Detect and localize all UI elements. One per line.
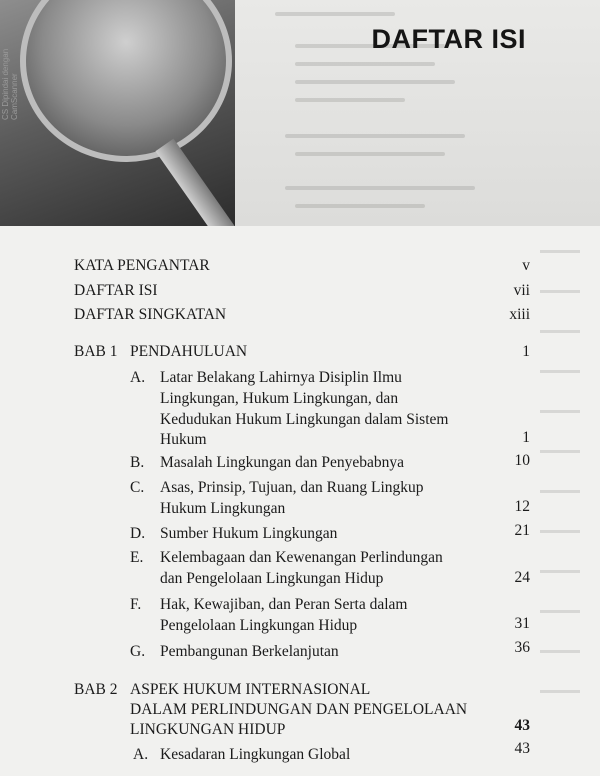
section-page: 10 [514,452,530,469]
section-letter: F. [130,596,142,613]
section-title: dan Pengelolaan Lingkungan Hidup [160,570,384,587]
toc-entry-title: DAFTAR SINGKATAN [74,306,227,323]
chapter-title: DALAM PERLINDUNGAN DAN PENGELOLAAN [130,701,468,718]
section-letter: E. [130,549,144,566]
section-title: Hukum [160,431,207,448]
section-title: Hak, Kewajiban, dan Peran Serta dalam [160,596,408,613]
section-title: Pembangunan Berkelanjutan [160,643,339,660]
section-letter: D. [130,525,146,542]
section-page: 12 [514,498,530,515]
section-letter: A. [130,369,146,386]
section-letter: B. [130,454,145,471]
section-title: Kedudukan Hukum Lingkungan dalam Sistem [160,411,449,428]
section-title: Kelembagaan dan Kewenangan Perlindungan [160,549,443,566]
section-page: 24 [514,569,530,586]
toc-entry-page: v [522,257,530,274]
section-page: 43 [514,740,530,757]
section-letter: C. [130,479,145,496]
chapter-page: 1 [522,343,530,360]
page-title: DAFTAR ISI [371,24,526,54]
scanner-watermark: CS Dipindai dengan CamScanner [1,48,19,120]
section-page: 31 [514,615,530,632]
toc-entry-page: vii [513,282,530,299]
section-page: 36 [514,639,530,656]
toc-entry-title: KATA PENGANTAR [74,257,210,274]
section-title: Latar Belakang Lahirnya Disiplin Ilmu [160,369,402,386]
section-title: Pengelolaan Lingkungan Hidup [160,617,358,634]
chapter-page: 43 [514,717,530,734]
section-title: Masalah Lingkungan dan Penyebabnya [160,454,405,471]
toc-entry-title: DAFTAR ISI [74,282,158,299]
chapter-label: BAB 1 [74,343,118,360]
toc-entry-page: xiii [509,306,530,323]
chapter-title: LINGKUNGAN HIDUP [130,721,286,738]
section-title: Hukum Lingkungan [160,500,286,517]
section-letter: G. [130,643,146,660]
section-title: Kesadaran Lingkungan Global [160,746,351,763]
section-page: 21 [514,522,530,539]
section-title: Lingkungan, Hukum Lingkungan, dan [160,390,399,407]
chapter-title: ASPEK HUKUM INTERNASIONAL [130,681,371,698]
section-letter: A. [133,746,149,763]
section-title: Sumber Hukum Lingkungan [160,525,338,542]
chapter-title: PENDAHULUAN [130,343,248,360]
section-title: Asas, Prinsip, Tujuan, dan Ruang Lingkup [160,479,424,496]
chapter-label: BAB 2 [74,681,118,698]
section-page: 1 [522,429,530,446]
